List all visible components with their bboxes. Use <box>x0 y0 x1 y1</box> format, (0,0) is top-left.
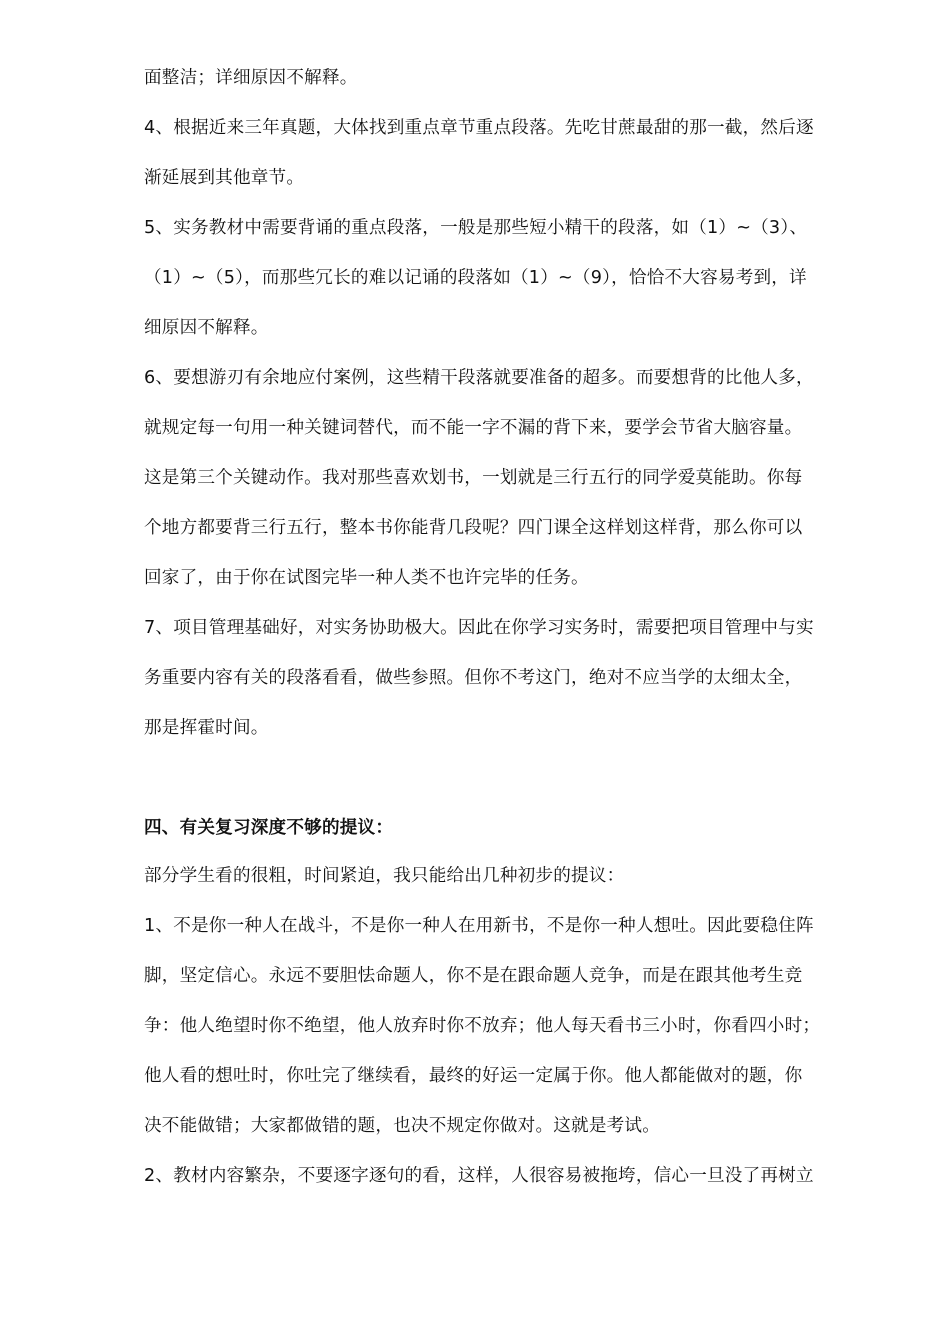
paragraph-line: 争：他人绝望时你不绝望，他人放弃时你不放弃；他人每天看书三小时，你看四小时； <box>144 1016 821 1036</box>
paragraph-line: 就规定每一句用一种关键词替代，而不能一字不漏的背下来，要学会节省大脑容量。 <box>144 418 803 438</box>
paragraph-line: 部分学生看的很粗，时间紧迫，我只能给出几种初步的提议： <box>144 866 625 886</box>
paragraph-line: 4、根据近来三年真题，大体找到重点章节重点段落。先吃甘蔗最甜的那一截，然后逐 <box>144 118 814 138</box>
paragraph-line: 6、要想游刃有余地应付案例，这些精干段落就要准备的超多。而要想背的比他人多， <box>144 368 814 388</box>
paragraph-line: 细原因不解释。 <box>144 318 269 338</box>
paragraph-line: 务重要内容有关的段落看看，做些参照。但你不考这门，绝对不应当学的太细太全， <box>144 668 803 688</box>
paragraph-line: 个地方都要背三行五行，整本书你能背几段呢？四门课全这样划这样背，那么你可以 <box>144 518 803 538</box>
paragraph-line: 2、教材内容繁杂，不要逐字逐句的看，这样，人很容易被拖垮，信心一旦没了再树立 <box>144 1166 814 1186</box>
paragraph-line: 渐延展到其他章节。 <box>144 168 305 188</box>
paragraph-line: 他人看的想吐时，你吐完了继续看，最终的好运一定属于你。他人都能做对的题，你 <box>144 1066 803 1086</box>
paragraph-line: 这是第三个关键动作。我对那些喜欢划书，一划就是三行五行的同学爱莫能助。你每 <box>144 468 803 488</box>
paragraph-line: 那是挥霍时间。 <box>144 718 269 738</box>
paragraph-line: （1）~（5），而那些冗长的难以记诵的段落如（1）~（9），恰恰不大容易考到，详 <box>144 268 807 288</box>
paragraph-line: 5、实务教材中需要背诵的重点段落，一般是那些短小精干的段落，如（1）~（3）、 <box>144 218 808 238</box>
paragraph-line: 回家了，由于你在试图完毕一种人类不也许完毕的任务。 <box>144 568 589 588</box>
section-heading: 四、有关复习深度不够的提议： <box>144 818 394 838</box>
paragraph-line: 脚，坚定信心。永远不要胆怯命题人，你不是在跟命题人竞争，而是在跟其他考生竞 <box>144 966 803 986</box>
paragraph-line: 1、不是你一种人在战斗，不是你一种人在用新书，不是你一种人想吐。因此要稳住阵 <box>144 916 814 936</box>
paragraph-line: 决不能做错；大家都做错的题，也决不规定你做对。这就是考试。 <box>144 1116 661 1136</box>
paragraph-line: 7、项目管理基础好，对实务协助极大。因此在你学习实务时，需要把项目管理中与实 <box>144 618 814 638</box>
paragraph-line: 面整洁；详细原因不解释。 <box>144 68 358 88</box>
